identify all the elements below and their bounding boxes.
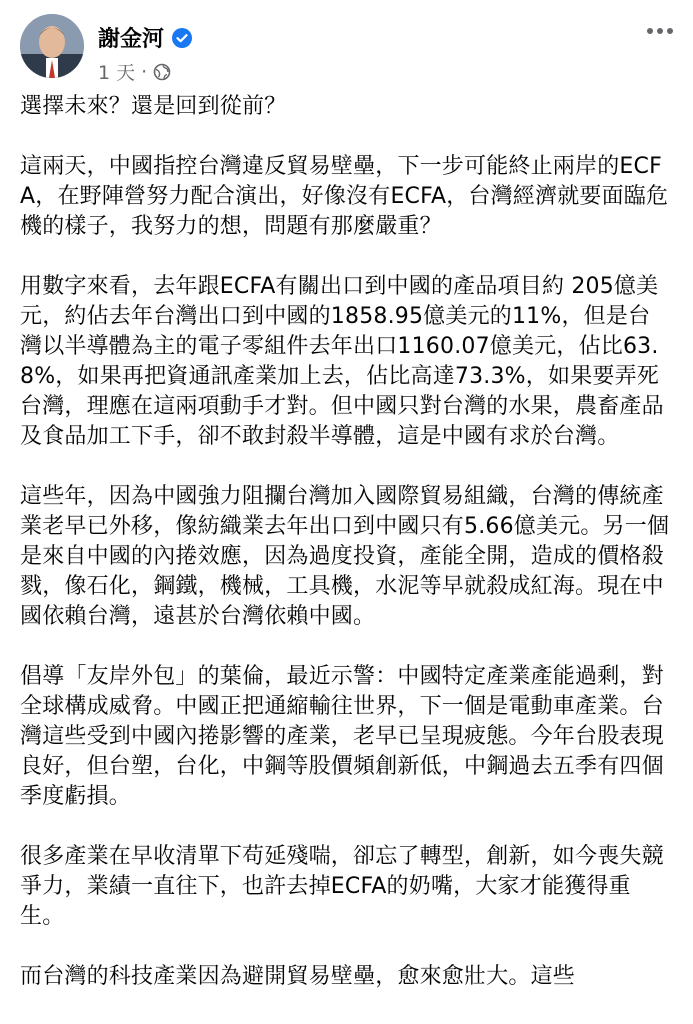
post-paragraph: 這些年，因為中國強力阻攔台灣加入國際貿易組織，台灣的傳統產業老早已外移，像紡織業去年出口到中國只有5.66億美元。另一個是來自中國的內捲效應，因為過度投資，產能全開，造成的價格殺戮，像石化，鋼鐵，機械，工具機，水泥等早就殺成紅海。現在中國依賴台灣，遠甚於台灣依賴中國。 [20, 484, 670, 629]
more-options-icon[interactable] [647, 28, 673, 34]
post-paragraph: 這兩天，中國指控台灣違反貿易壁壘，下一步可能終止兩岸的ECFA，在野陣營努力配合演出，好像沒有ECFA，台灣經濟就要面臨危機的樣子，我努力的想，問題有那麼嚴重？ [20, 154, 669, 239]
more-dot [657, 28, 663, 34]
author-name[interactable]: 謝金河 [98, 27, 165, 52]
post-paragraph: 選擇未來？還是回到從前？ [20, 94, 287, 119]
post-header [20, 14, 673, 88]
more-dot [647, 28, 653, 34]
post-paragraph: 用數字來看，去年跟ECFA有關出口到中國的產品項目約 205億美元，約佔去年台灣出口到中國的1858.95億美元的11%，但是台灣以半導體為主的電子零組件去年出口1160.07億美元，佔比63.8%，如果再把資通訊產業加上去，佔比高達73.3%，如果要弄死台灣，理應在這兩項動手才對。但中國只對台灣的水果，農畜產品及食品加工下手，卻不敢封殺半導體，這是中國有求於台灣。 [20, 274, 664, 449]
post-timestamp[interactable]: 1 天 [98, 62, 136, 84]
post-meta [98, 58, 171, 85]
author-line [98, 22, 192, 53]
meta-separator: · [141, 60, 148, 83]
globe-icon[interactable] [153, 63, 171, 81]
post-paragraph: 而台灣的科技產業因為避開貿易壁壘，愈來愈壯大。這些 [20, 964, 576, 989]
more-dot [667, 28, 673, 34]
post-paragraph: 很多產業在早收清單下苟延殘喘，卻忘了轉型，創新，如今喪失競爭力，業績一直往下，也許去掉ECFA的奶嘴，大家才能獲得重生。 [20, 844, 664, 929]
verified-badge-icon [172, 28, 192, 48]
author-avatar[interactable] [20, 14, 84, 78]
post-body [20, 92, 670, 1022]
post-paragraph: 倡導「友岸外包」的葉倫，最近示警：中國特定產業產能過剩，對全球構成威脅。中國正把通縮輸往世界，下一個是電動車產業。台灣這些受到中國內捲影響的產業，老早已呈現疲態。今年台股表現良好，但台塑，台化，中鋼等股價頻創新低，中鋼過去五季有四個季度虧損。 [20, 664, 664, 809]
